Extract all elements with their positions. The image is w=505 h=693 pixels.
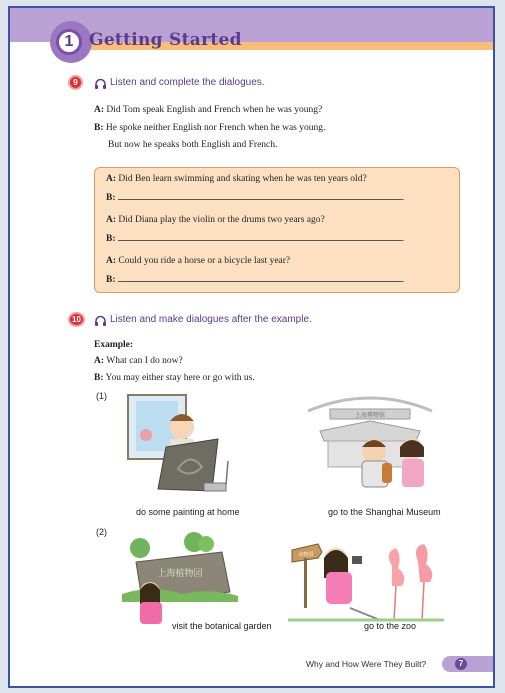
museum-sign-text: 上海博物馆 [354, 412, 386, 419]
headphone-icon [94, 315, 107, 327]
zoo-sign-text: 动物园 [298, 552, 314, 558]
question-3-a: A: Could you ride a horse or a bicycle last year? [106, 256, 291, 266]
page-number: 7 [455, 658, 467, 670]
group-1-label: (1) [96, 391, 107, 401]
unit-title: Getting Started [89, 30, 242, 50]
question-1-b[interactable]: B: . [106, 193, 405, 203]
caption-zoo: go to the zoo [364, 621, 417, 631]
ex10-line-a: A: What can I do now? [94, 356, 183, 366]
answer-blank-3[interactable] [118, 273, 402, 282]
exercise-10-instruction: Listen and make dialogues after the example. [110, 314, 312, 325]
example-line-a: A: Did Tom speak English and French when he was young? [94, 105, 323, 115]
painting-illustration [116, 391, 246, 499]
museum-illustration [300, 391, 440, 501]
footer-title: Why and How Were They Built? [306, 659, 427, 669]
textbook-page [8, 6, 495, 688]
exercise-9-instruction: Listen and complete the dialogues. [110, 77, 265, 88]
unit-number-badge: 1 [56, 29, 82, 55]
footer-pill [442, 656, 495, 672]
group-2-label: (2) [96, 527, 107, 537]
question-2-b[interactable]: B: . [106, 234, 405, 244]
question-1-a: A: Did Ben learn swimming and skating when he was ten years old? [106, 174, 367, 184]
exercise-9-number: 9 [68, 75, 83, 90]
example-line-b: B: He spoke neither English nor French when he was young. [94, 123, 326, 133]
caption-museum: go to the Shanghai Museum [328, 507, 441, 517]
garden-sign-text: 上海植物园 [157, 569, 203, 579]
headphone-icon [94, 78, 107, 90]
caption-garden: visit the botanical garden [172, 621, 272, 631]
zoo-illustration [288, 532, 444, 624]
botanical-garden-illustration [122, 532, 238, 624]
ex10-line-b: B: You may either stay here or go with us. [94, 373, 255, 383]
caption-painting: do some painting at home [136, 507, 240, 517]
question-2-a: A: Did Diana play the violin or the drums two years ago? [106, 215, 325, 225]
exercise-10-number: 10 [68, 312, 85, 327]
example-label: Example: [94, 340, 134, 350]
example-line-b2: But now he speaks both English and French. [108, 140, 278, 150]
answer-blank-2[interactable] [118, 232, 402, 241]
answer-blank-1[interactable] [118, 191, 402, 200]
question-3-b[interactable]: B: . [106, 275, 405, 285]
